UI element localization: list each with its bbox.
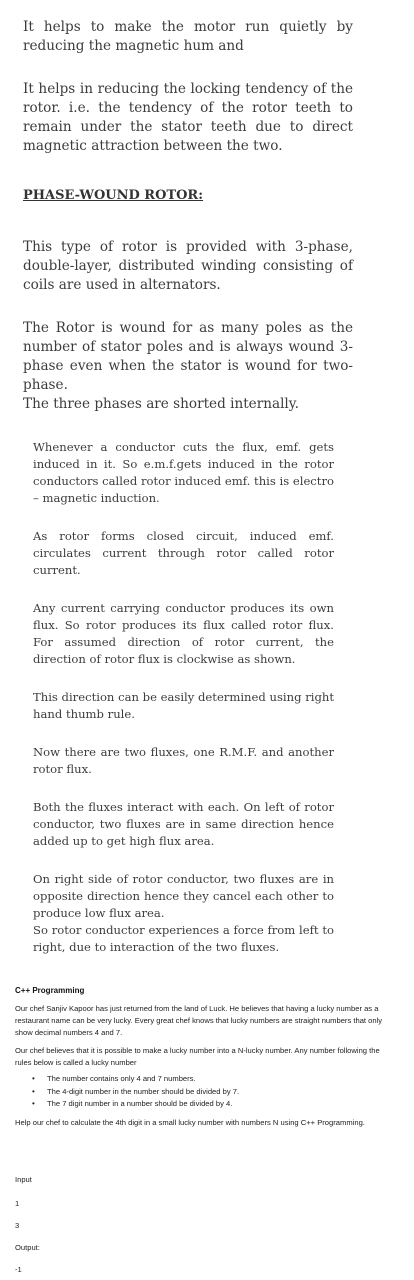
list-item: • The number contains only 4 and 7 numbers. — [15, 1073, 385, 1086]
cpp-rules-list — [15, 1073, 385, 1111]
section-rotor-operation — [33, 439, 334, 956]
section-phase-wound-rotor — [23, 188, 353, 414]
phase-wound-paragraph-3: The three phases are shorted internally. — [23, 396, 299, 412]
bullet-icon: • — [32, 1074, 35, 1083]
operation-paragraph-1: Whenever a conductor cuts the flux, emf. gets induced in it. So e.m.f.gets induced in the rotor conductors called rotor induced emf. this is electro – magnetic induction. — [33, 440, 334, 505]
operation-paragraph-8: So rotor conductor experiences a force from left to right, due to interaction of the two fluxes. — [33, 923, 334, 954]
operation-paragraph-6: Both the fluxes interact with each. On left of rotor conductor, two fluxes are in same direction hence added up to get high flux area. — [33, 800, 334, 848]
cpp-paragraph-2: Our chef believes that it is possible to make a lucky number into a N-lucky number. Any number following the rules below is called a lucky number — [15, 1046, 380, 1067]
section-skewing-benefits — [23, 18, 353, 156]
cpp-title: C++ Programming — [15, 986, 85, 995]
input-value-1: 1 — [15, 1199, 20, 1208]
phase-wound-heading: PHASE-WOUND ROTOR: — [23, 188, 204, 203]
output-value: -1 — [15, 1265, 22, 1274]
operation-paragraph-4: This direction can be easily determined using right hand thumb rule. — [33, 690, 334, 721]
input-value-2: 3 — [15, 1221, 20, 1230]
list-item: • The 4-digit number in the number should be divided by 7. — [15, 1086, 385, 1099]
benefit-locking-paragraph: It helps in reducing the locking tendency of the rotor. i.e. the tendency of the rotor teeth to remain under the stator teeth due to direct magnetic attraction between the two. — [23, 81, 353, 154]
operation-paragraph-7: On right side of rotor conductor, two fluxes are in opposite direction hence they cancel each other to produce low flux area. — [33, 872, 334, 920]
operation-paragraph-3: Any current carrying conductor produces its own flux. So rotor produces its flux called rotor flux. For assumed direction of rotor current, the direction of rotor flux is clockwise as shown. — [33, 601, 334, 666]
operation-paragraph-5: Now there are two fluxes, one R.M.F. and another rotor flux. — [33, 745, 334, 776]
cpp-io-example — [15, 1174, 215, 1276]
input-label: Input — [15, 1175, 32, 1184]
operation-paragraph-2: As rotor forms closed circuit, induced emf. circulates current through rotor called rotor current. — [33, 529, 334, 577]
phase-wound-paragraph-1: This type of rotor is provided with 3-phase, double-layer, distributed winding consisting of coils are used in alternators. — [23, 239, 353, 293]
benefit-quiet-paragraph: It helps to make the motor run quietly by reducing the magnetic hum and — [23, 19, 353, 54]
output-label: Output: — [15, 1243, 40, 1252]
bullet-icon: • — [32, 1099, 35, 1108]
phase-wound-paragraph-2: The Rotor is wound for as many poles as the number of stator poles and is always wound 3-phase even when the stator is wound for two-phase. — [23, 320, 353, 393]
bullet-icon: • — [32, 1086, 35, 1096]
list-item: • The 7 digit number in a number should be divided by 4. — [15, 1098, 385, 1111]
cpp-paragraph-1: Our chef Sanjiv Kapoor has just returned from the land of Luck. He believes that having a lucky number as a restaurant name can be very lucky. Every great chef knows that lucky numbers are straight numbers that only show decimal numbers 4 and 7. — [15, 1004, 383, 1037]
section-cpp-problem — [15, 986, 385, 1129]
cpp-paragraph-3: Help our chef to calculate the 4th digit in a small lucky number with numbers N using C++ Programming. — [15, 1117, 365, 1127]
